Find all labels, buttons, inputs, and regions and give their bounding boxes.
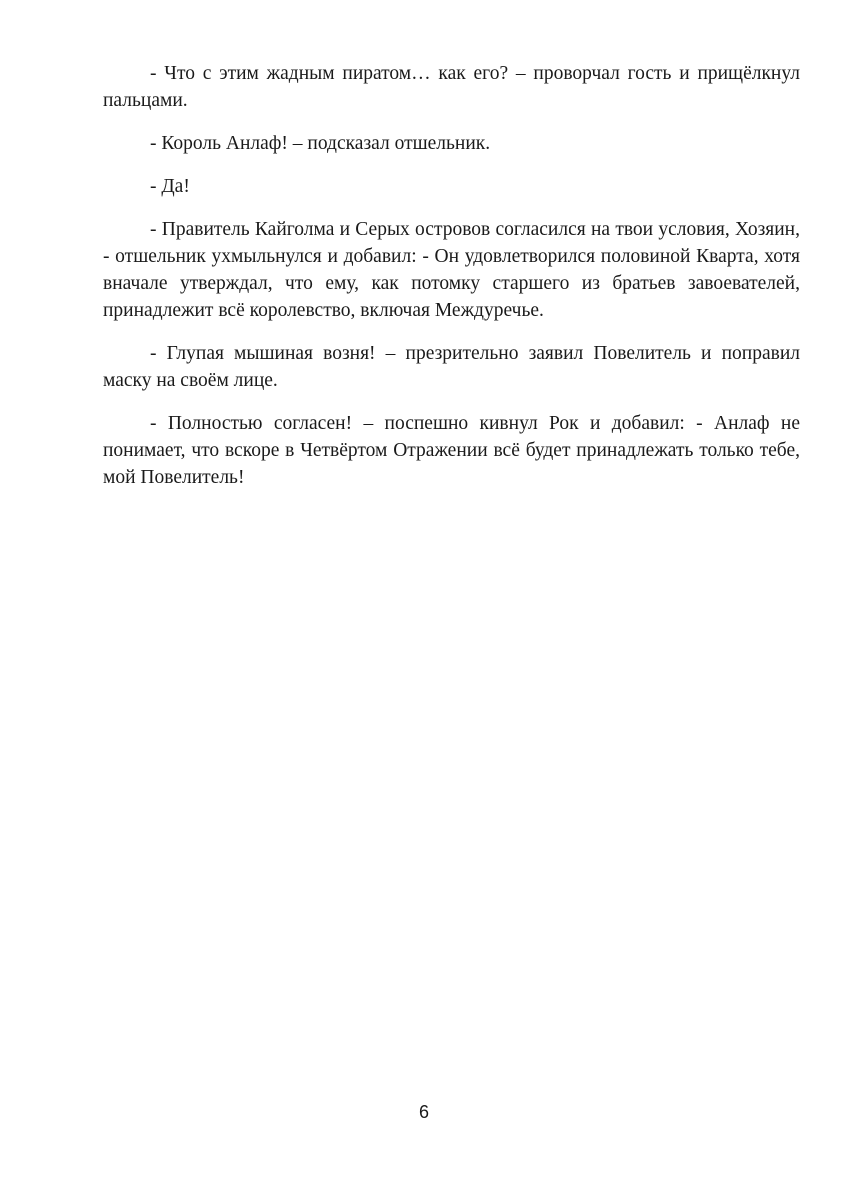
paragraph-4: - Правитель Кайголма и Серых островов согласился на твои условия, Хозяин, - отшельник ухмыльнулся и добавил: - Он удовлетворился половиной Кварта, хотя вначале утверждал, что ему, как потомку старшего из братьев завоевателей, принадлежит всё королевство, включая Междуречье. bbox=[103, 219, 800, 321]
paragraph-5: - Глупая мышиная возня! – презрительно заявил Повелитель и поправил маску на своём лице. bbox=[103, 343, 800, 391]
paragraph-6: - Полностью согласен! – поспешно кивнул Рок и добавил: - Анлаф не понимает, что вскоре в Четвёртом Отражении всё будет принадлежать только тебе, мой Повелитель! bbox=[103, 413, 800, 488]
page-number: 6 bbox=[418, 1102, 429, 1122]
paragraph-2: - Король Анлаф! – подсказал отшельник. bbox=[150, 133, 491, 154]
text-body bbox=[103, 60, 800, 507]
paragraph-3: - Да! bbox=[150, 176, 190, 197]
paragraph-1: - Что с этим жадным пиратом… как его? – проворчал гость и прищёлкнул пальцами. bbox=[103, 63, 800, 111]
